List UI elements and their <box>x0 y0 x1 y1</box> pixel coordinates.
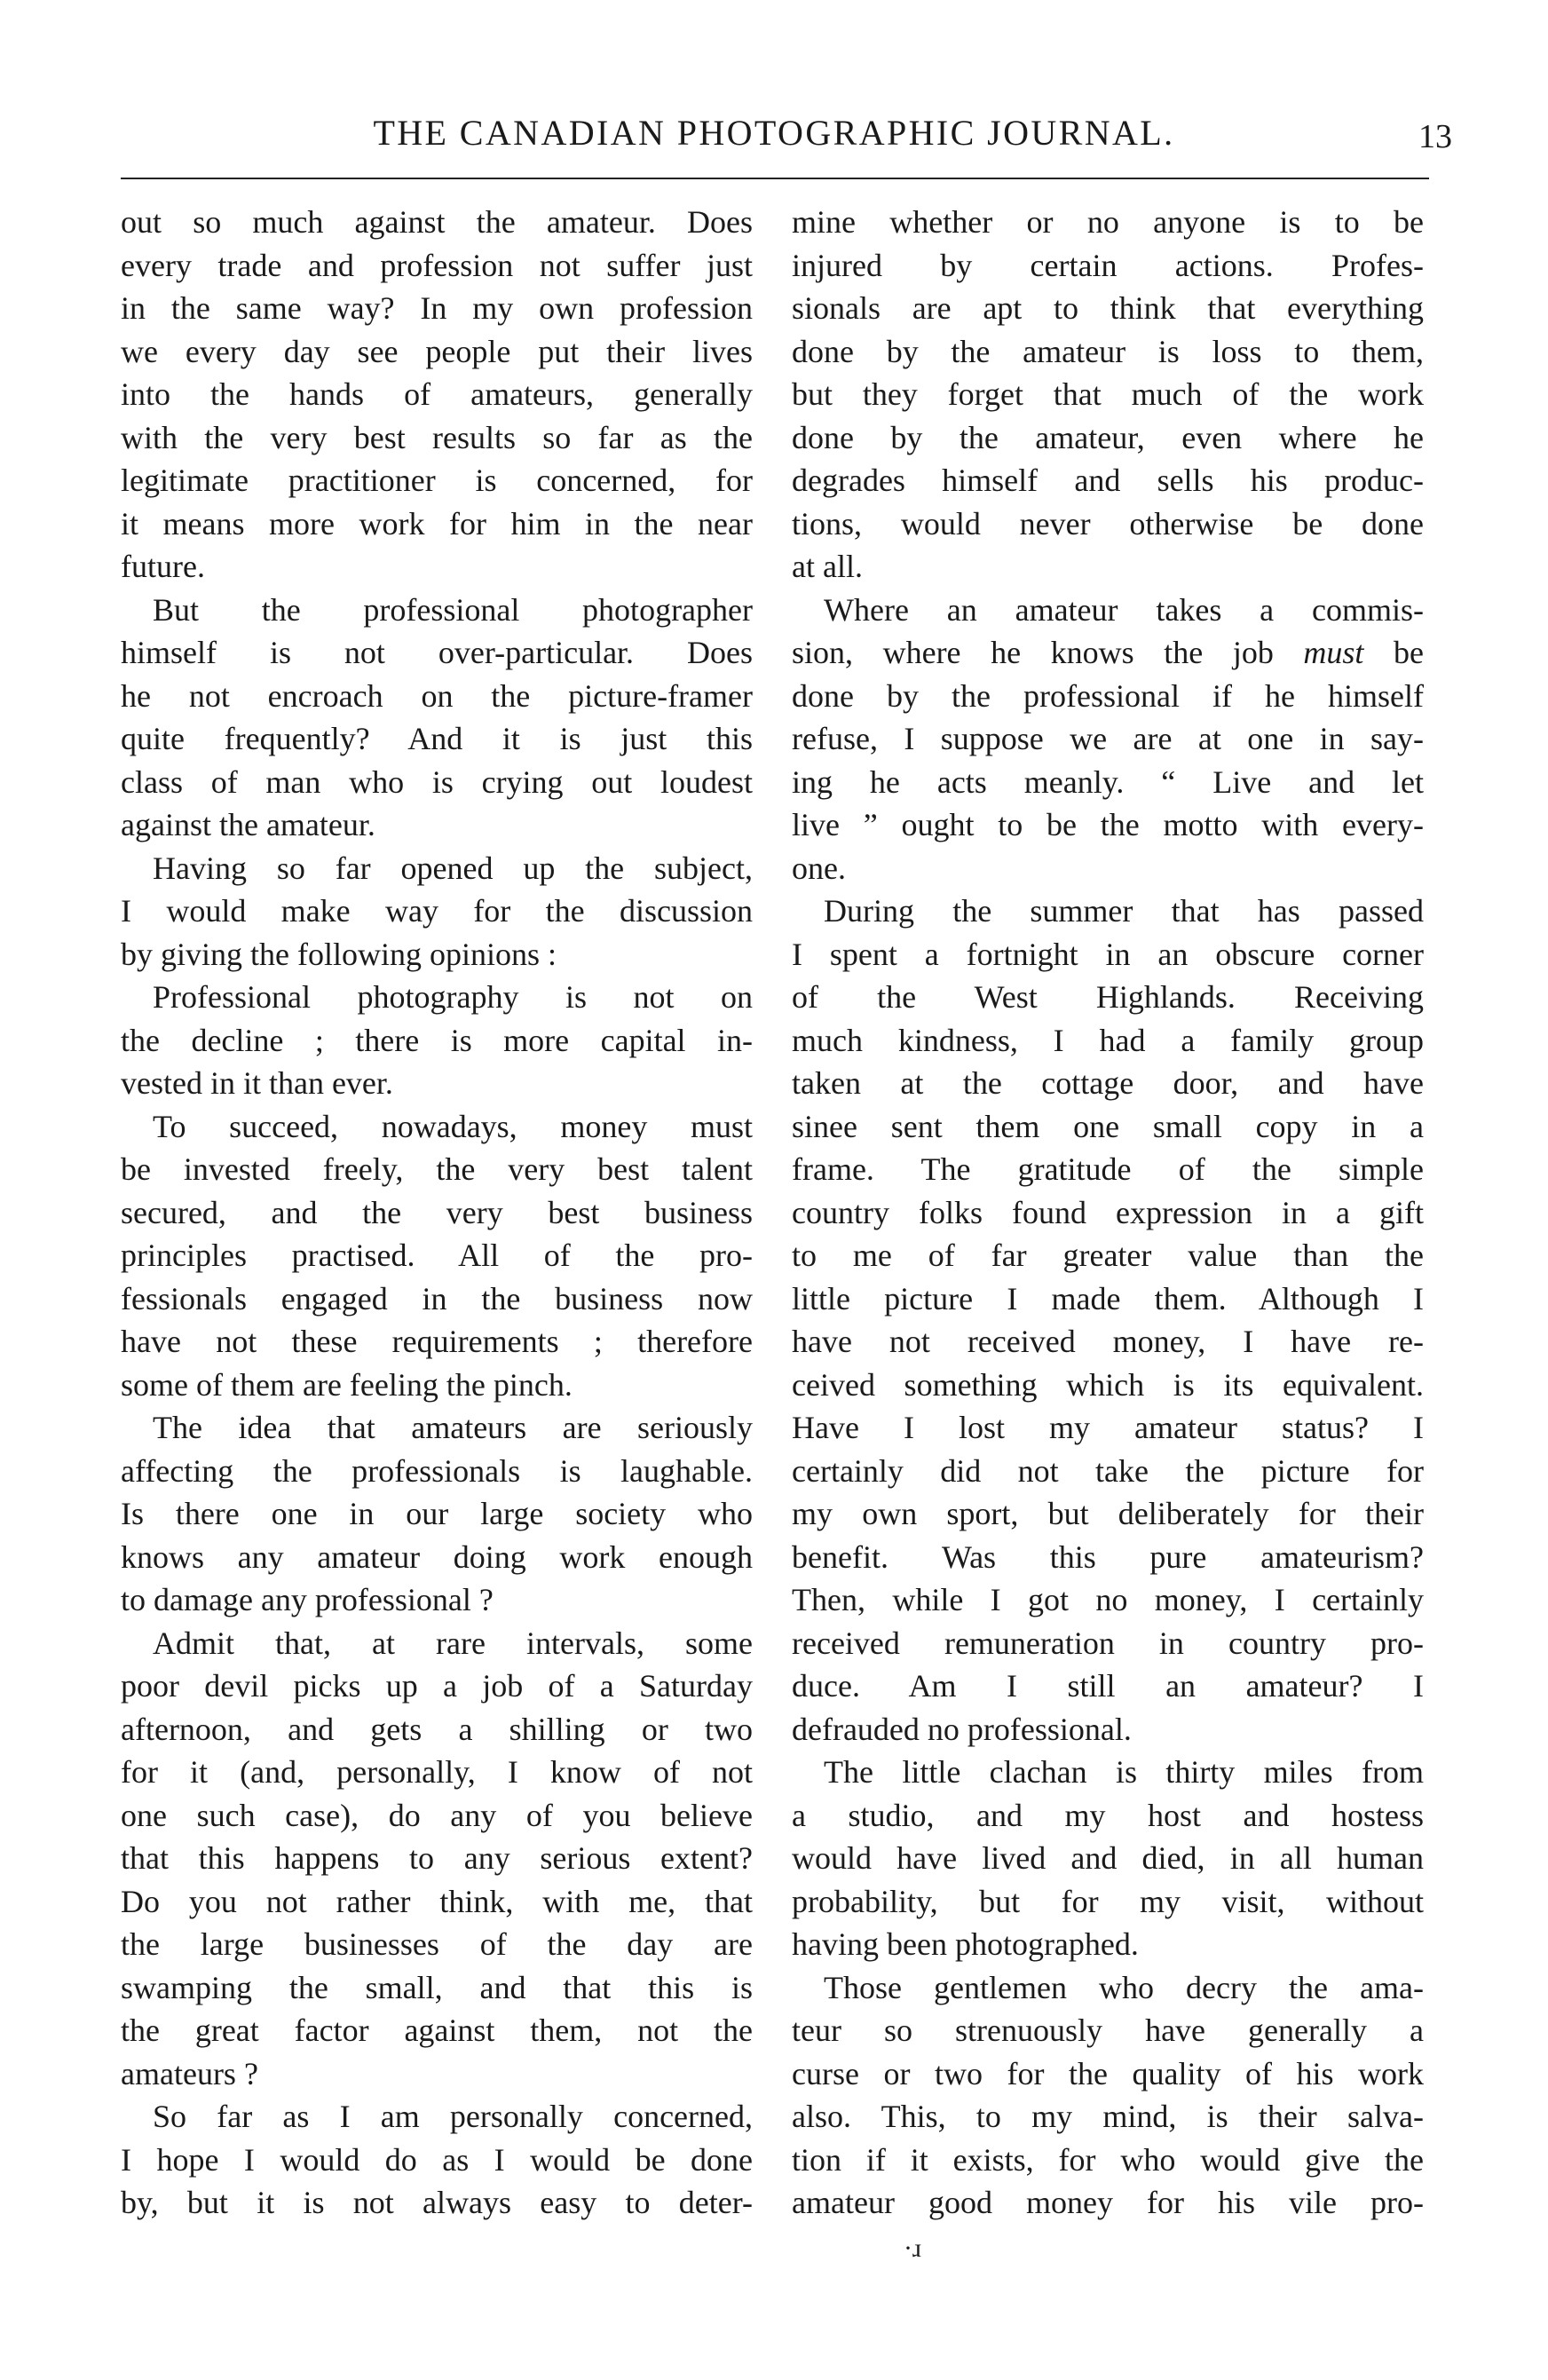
text-line: sinee sent them one small copy in a <box>792 1108 1424 1144</box>
text-line: my own sport, but deliberately for their <box>792 1496 1424 1531</box>
text-line: knows any amateur doing work enough <box>121 1538 753 1575</box>
page-number: 13 <box>1418 118 1452 155</box>
text-line: Professional photography is not on <box>153 979 753 1015</box>
text-line: into the hands of amateurs, generally <box>121 376 753 412</box>
text-line: Then, while I got no money, I certainly <box>792 1582 1424 1617</box>
paragraph <box>121 1622 753 2096</box>
text-line: Is there one in our large society who <box>121 1496 753 1531</box>
text-line: frame. The gratitude of the simple <box>792 1151 1424 1187</box>
running-header <box>0 108 1548 162</box>
text-line: certainly did not take the picture for <box>792 1452 1424 1489</box>
text-line: little picture I made them. Although I <box>792 1280 1424 1317</box>
text-line: The little clachan is thirty miles from <box>824 1754 1424 1790</box>
paragraph <box>121 589 753 847</box>
text-line: it means more work for him in the near <box>121 505 753 542</box>
text-line: quite frequently? And it is just this <box>121 721 753 756</box>
header-rule <box>121 178 1429 179</box>
text-line: one. <box>792 850 846 886</box>
text-line: some of them are feeling the pinch. <box>121 1366 573 1403</box>
paragraph <box>121 1406 753 1622</box>
text-line: Have I lost my amateur status? I <box>792 1410 1424 1445</box>
text-line: I would make way for the discussion <box>121 893 753 929</box>
text-line: mine whether or no anyone is to be <box>792 204 1424 240</box>
text-line: the decline ; there is more capital in- <box>121 1022 753 1058</box>
text-line: duce. Am I still an amateur? I <box>792 1668 1424 1704</box>
paragraph <box>792 589 1424 890</box>
text-line: with the very best results so far as the <box>121 419 753 455</box>
text-line: fessionals engaged in the business now <box>121 1280 753 1317</box>
paragraph <box>792 890 1424 1751</box>
paragraph <box>121 976 753 1105</box>
text-line <box>792 631 1424 675</box>
text-line: for it (and, personally, I know of not <box>121 1754 753 1790</box>
text-line: country folks found expression in a gift <box>792 1194 1424 1230</box>
paragraph <box>121 2095 753 2225</box>
text-line: legitimate practitioner is concerned, for <box>121 463 753 498</box>
text-line: of the West Highlands. Receiving <box>792 979 1424 1015</box>
text-line: Do you not rather think, with me, that <box>121 1883 753 1919</box>
text-line: done by the amateur, even where he <box>792 419 1424 455</box>
text-line: done by the professional if he himself <box>792 677 1424 714</box>
text-line: by, but it is not always easy to deter- <box>121 2185 753 2220</box>
text-line: live ” ought to be the motto with every- <box>792 807 1424 842</box>
text-line: refuse, I suppose we are at one in say- <box>792 721 1424 756</box>
text-line: injured by certain actions. Profes- <box>792 247 1424 283</box>
text-line: principles practised. All of the pro- <box>121 1237 753 1273</box>
text-line: afternoon, and gets a shilling or two <box>121 1711 753 1747</box>
paragraph <box>121 1105 753 1407</box>
text-line: The idea that amateurs are seriously <box>153 1410 753 1445</box>
paragraph <box>792 1966 1424 2225</box>
text-line: amateur good money for his vile pro- <box>792 2185 1424 2220</box>
text-segment: sion, where he knows the job <box>792 635 1304 670</box>
right-column <box>792 201 1424 2225</box>
text-line: have not these requirements ; therefore <box>121 1324 753 1359</box>
text-line: I spent a fortnight in an obscure corner <box>792 936 1424 972</box>
text-line: taken at the cottage door, and have <box>792 1065 1424 1101</box>
text-line: During the summer that has passed <box>824 893 1424 929</box>
text-line: Admit that, at rare intervals, some <box>153 1625 753 1661</box>
text-line: amateurs ? <box>121 2055 258 2091</box>
text-line: ing he acts meanly. “ Live and let <box>792 763 1424 800</box>
paragraph <box>792 201 1424 589</box>
text-line: probability, but for my visit, without <box>792 1883 1424 1919</box>
text-line: teur so strenuously have generally a <box>792 2012 1424 2048</box>
text-line: done by the amateur is loss to them, <box>792 333 1424 369</box>
paragraph <box>792 1751 1424 1966</box>
text-line: To succeed, nowadays, money must <box>153 1108 753 1144</box>
text-line: much kindness, I had a family group <box>792 1022 1424 1058</box>
text-line: would have lived and died, in all human <box>792 1840 1424 1876</box>
text-line: out so much against the amateur. Does <box>121 204 753 240</box>
text-line: we every day see people put their lives <box>121 333 753 369</box>
text-line: the large businesses of the day are <box>121 1926 753 1962</box>
text-line: that this happens to any serious extent? <box>121 1840 753 1876</box>
text-line: every trade and profession not suffer just <box>121 247 753 283</box>
text-line: a studio, and my host and hostess <box>792 1797 1424 1833</box>
text-line: received remuneration in country pro- <box>792 1625 1424 1661</box>
text-segment: be <box>1363 635 1424 670</box>
text-line: curse or two for the quality of his work <box>792 2055 1424 2091</box>
text-line: degrades himself and sells his produc- <box>792 463 1424 498</box>
paragraph <box>121 201 753 589</box>
text-line: future. <box>121 549 205 584</box>
text-line: tion if it exists, for who would give the <box>792 2141 1424 2178</box>
text-line: be invested freely, the very best talent <box>121 1151 753 1187</box>
text-line: Those gentlemen who decry the ama- <box>824 1969 1424 2005</box>
text-line: class of man who is crying out loudest <box>121 763 753 800</box>
journal-title: THE CANADIAN PHOTOGRAPHIC JOURNAL. <box>373 113 1175 153</box>
text-line: secured, and the very best business <box>121 1194 753 1230</box>
text-line: So far as I am personally concerned, <box>153 2099 753 2134</box>
text-line: to me of far greater value than the <box>792 1237 1424 1273</box>
text-line: but they forget that much of the work <box>792 376 1424 412</box>
text-line: by giving the following opinions : <box>121 936 557 972</box>
text-line: sionals are apt to think that everything <box>792 290 1424 326</box>
text-line: have not received money, I have re- <box>792 1324 1424 1359</box>
text-line: Where an amateur takes a commis- <box>824 591 1424 628</box>
text-line: affecting the professionals is laughable. <box>121 1452 753 1489</box>
text-line: against the amateur. <box>121 807 375 842</box>
text-line: also. This, to my mind, is their salva- <box>792 2099 1424 2134</box>
paragraph <box>121 847 753 977</box>
text-line: But the professional photographer <box>153 591 753 628</box>
text-line: benefit. Was this pure amateurism? <box>792 1538 1424 1575</box>
stray-ink-mark: ·ɹ <box>904 2234 921 2263</box>
text-line: the great factor against them, not the <box>121 2012 753 2048</box>
text-line: to damage any professional ? <box>121 1582 494 1617</box>
text-line: poor devil picks up a job of a Saturday <box>121 1668 753 1704</box>
text-line: himself is not over-particular. Does <box>121 635 753 670</box>
text-line: Having so far opened up the subject, <box>153 850 753 886</box>
italic-word: must <box>1303 635 1364 670</box>
text-line: tions, would never otherwise be done <box>792 505 1424 542</box>
text-line: he not encroach on the picture-framer <box>121 677 753 714</box>
left-column <box>121 201 753 2225</box>
text-line: having been photographed. <box>792 1926 1139 1962</box>
text-line: defrauded no professional. <box>792 1711 1132 1747</box>
text-line: at all. <box>792 549 863 584</box>
text-line: ceived something which is its equivalent. <box>792 1366 1424 1403</box>
text-line: one such case), do any of you believe <box>121 1797 753 1833</box>
text-line: in the same way? In my own profession <box>121 290 753 326</box>
text-line: swamping the small, and that this is <box>121 1969 753 2005</box>
text-line: I hope I would do as I would be done <box>121 2141 753 2178</box>
text-line: vested in it than ever. <box>121 1065 393 1101</box>
